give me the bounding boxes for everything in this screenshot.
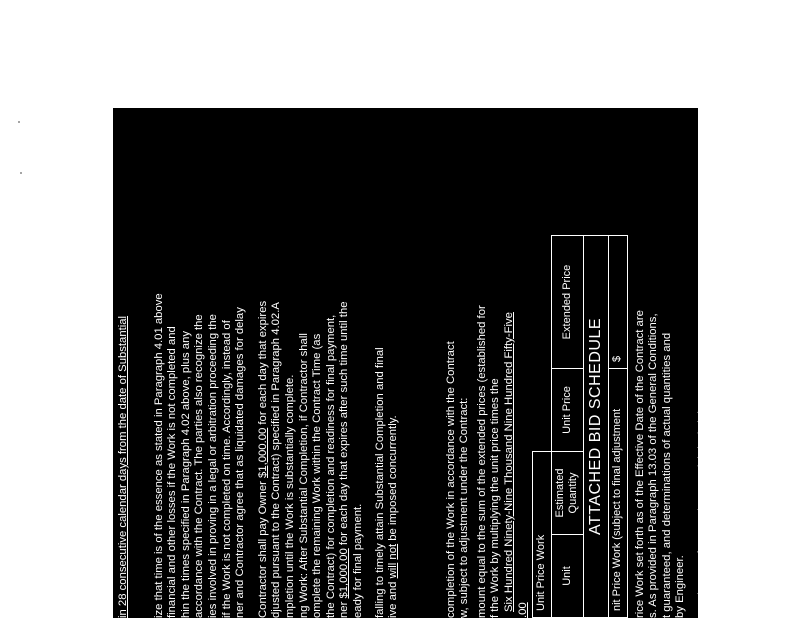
table-row: [609, 236, 628, 618]
table-header: Unit Price: [551, 369, 583, 452]
text-line: w, subject to adjustment under the Contract:: [458, 397, 471, 618]
table-cell: [533, 236, 552, 452]
text-line: mount equal to the sum of the extended prices (established for: [475, 305, 488, 618]
text-line: [387, 108, 401, 618]
text-fragment: ive and: [387, 578, 400, 618]
scan-speck: [20, 172, 22, 174]
text-line: ize that time is of the essence as stated in Paragraph 4.01 above: [152, 293, 165, 618]
text-line: falling to timely attain Substantial Completion and final: [373, 347, 386, 618]
text-line: rice Work set forth as of the Effective Date of the Contract are: [633, 310, 646, 618]
table-cell: nit Price Work (subject to final adjustment: [609, 369, 628, 618]
text-line: in 28 consecutive calendar days from the date of Substantial: [117, 315, 129, 618]
text-line: djusted pursuant to the Contract) specified in Paragraph 4.02.A: [270, 302, 283, 618]
text-line: ng Work: After Substantial Completion, if Contractor shall: [297, 333, 310, 618]
text-line: [338, 108, 352, 618]
emphasis-word: will: [387, 562, 400, 579]
text-fragment: Contractor shall pay Owner: [256, 477, 269, 618]
scan-speck: [18, 121, 20, 123]
emphasis-word: not: [387, 543, 400, 560]
text-line: s. As provided in Paragraph 13.03 of the General Conditions,: [647, 313, 660, 618]
text-line: if the Work is not completed on time. Accordingly, instead of: [220, 320, 233, 618]
text-line: the Contract) for completion and readiness for final payment,: [324, 314, 337, 618]
text-line: ies involved in proving in a legal or arbitration proceeding the: [206, 314, 219, 618]
text-line: mpletion until the Work is substantially complete.: [283, 374, 296, 618]
text-line: omplete the remaining Work within the Contract Time (as: [311, 333, 324, 618]
page-number: Page 2 of 7: [723, 579, 732, 618]
text-line: [257, 108, 271, 618]
text-fragment: [387, 560, 399, 563]
text-fragment: be imposed concurrently.: [387, 415, 400, 544]
table-title: Unit Price Work: [533, 452, 552, 618]
text-line: eady for final payment.: [351, 503, 364, 618]
unit-price-table: [532, 235, 627, 618]
contract-price-words: Six Hundred Ninety-Nine Thousand Nine Hundred Fifty-Five: [503, 312, 516, 612]
text-fragment: ner: [338, 598, 351, 618]
text-line: accordance with the Contract. The parties also recognize the: [193, 314, 206, 618]
text-fragment: for each day that expires: [256, 300, 269, 428]
text-line: by Engineer.: [674, 555, 687, 618]
amount: $1,000.00: [338, 548, 351, 599]
scanned-document-page: [113, 108, 732, 618]
text-line: t guaranteed, and determinations of actual quantities and: [660, 332, 673, 618]
table-header: Extended Price: [551, 236, 583, 369]
bid-schedule-heading: ATTACHED BID SCHEDULE: [584, 236, 609, 618]
text-line: financial and other losses if the Work is not completed and: [166, 326, 179, 618]
text-fragment: for each day that expires after such time until the: [338, 301, 351, 549]
amount: $1,000.00: [256, 427, 269, 478]
text-line: hin the times specified in Paragraph 4.02 above, plus any: [179, 331, 192, 618]
footer-line: rofessional Engineers, American Council of Engineering Companies,: [705, 390, 714, 618]
text-line: f the Work by multiplying the unit price times the: [489, 378, 502, 618]
table-header: Unit: [551, 535, 583, 618]
contract-price-cents: .00: [516, 602, 529, 618]
table-row: [551, 236, 583, 618]
table-row: [584, 236, 609, 618]
footer-line: ociety of Civil Engineers. All rights reserved.: [714, 472, 723, 618]
rotated-text-layer: [113, 108, 732, 618]
footer-line: ner and Contractor for Construction Contract (Stipulated Price).: [696, 408, 705, 618]
table-header: Estimated Quantity: [551, 452, 583, 535]
table-row: [533, 236, 552, 618]
page-footer: [696, 108, 732, 618]
table-cell: $: [609, 236, 628, 369]
text-line: completion of the Work in accordance with the Contract: [444, 341, 457, 618]
text-line: ner and Contractor agree that as liquidated damages for delay: [234, 307, 247, 618]
